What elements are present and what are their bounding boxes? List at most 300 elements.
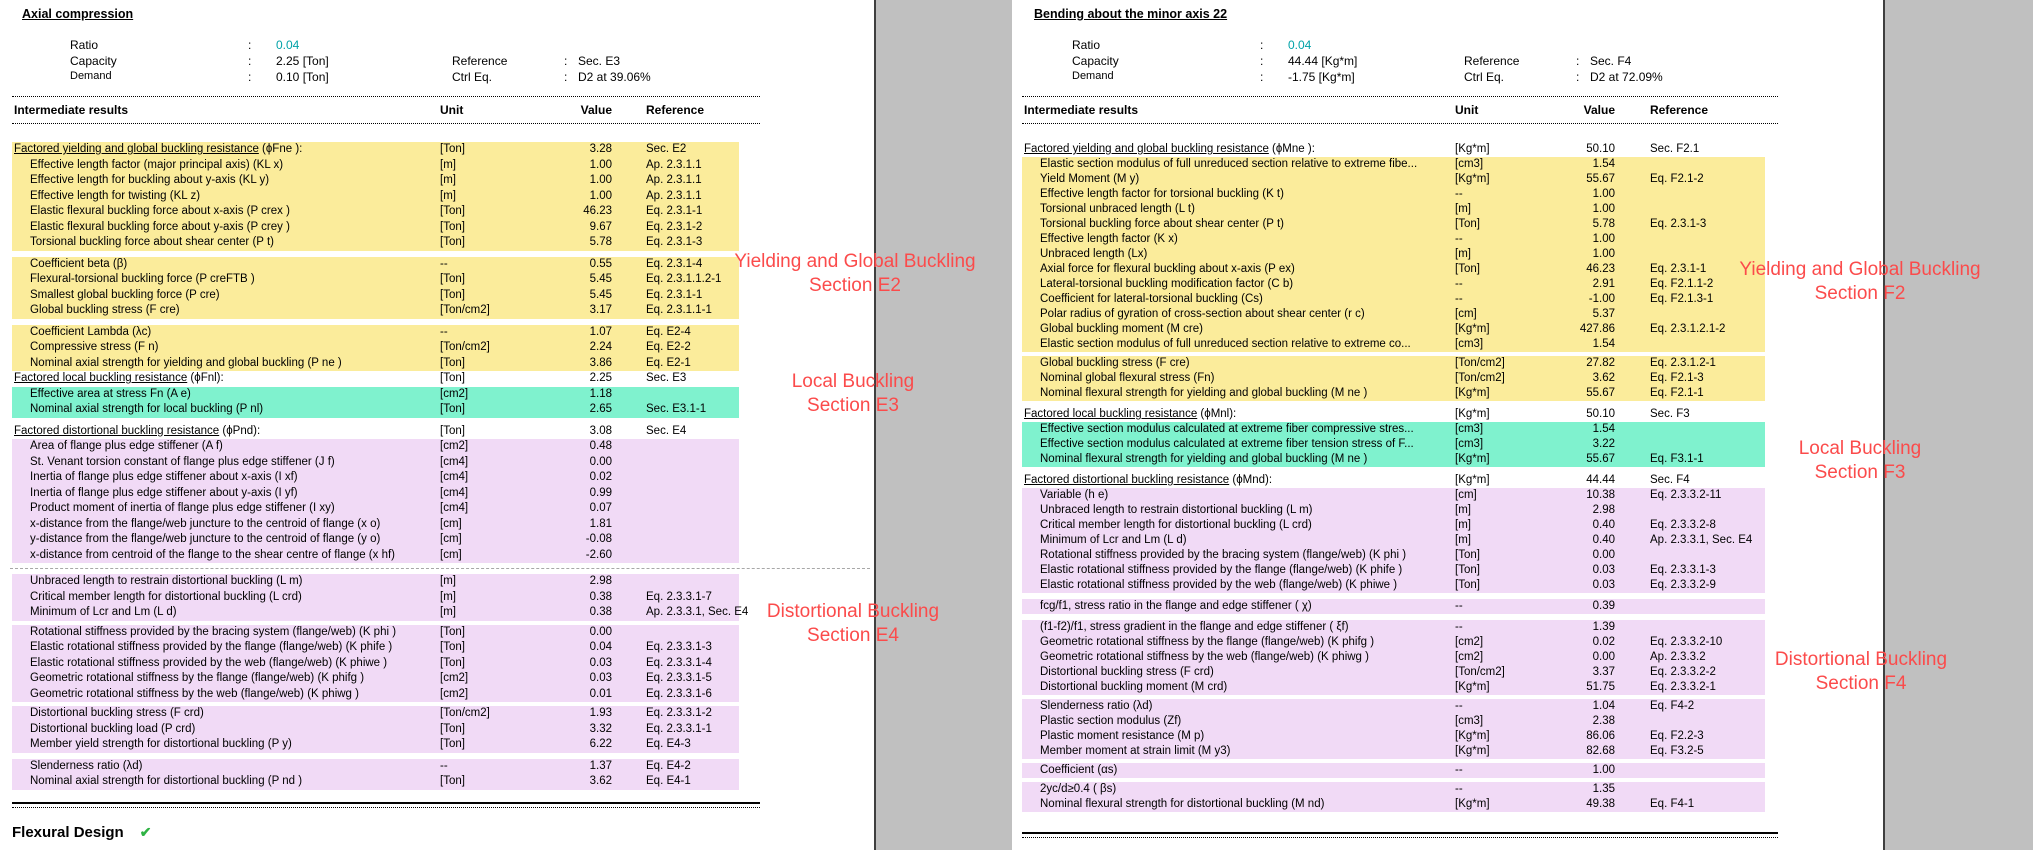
row-value: 3.22: [1592, 438, 1615, 450]
result-row: [1022, 635, 1765, 650]
row-label: Elastic rotational stiffness provided by the web (flange/web) (K phiwe ): [30, 656, 388, 669]
row-reference: Eq. E2-4: [646, 325, 691, 338]
row-label: Nominal flexural strength for yielding and global buckling (M ne ): [1040, 453, 1368, 465]
row-unit: [cm]: [1455, 489, 1477, 501]
row-reference: Sec. E3: [646, 372, 687, 384]
result-row: [12, 548, 739, 564]
row-unit: [Ton]: [1455, 218, 1480, 230]
row-value: 3.08: [589, 424, 612, 437]
table-body: [1022, 124, 1778, 812]
row-unit: [m]: [1455, 203, 1471, 215]
row-unit: --: [1455, 621, 1463, 633]
row-label: (f1-f2)/f1, stress gradient in the flange and edge stiffener ( ξf): [1040, 621, 1349, 633]
row-value: 50.10: [1586, 408, 1615, 420]
row-label: x-distance from centroid of the flange to the shear centre of flange (x hf): [30, 548, 396, 561]
row-value: 2.65: [589, 403, 612, 415]
table-bottom-dotted-rule: [12, 807, 760, 808]
colon: :: [248, 38, 252, 52]
row-value: 1.37: [589, 759, 612, 772]
row-label: Effective length factor (major principal axis) (KL x): [30, 158, 284, 171]
row-label: Geometric rotational stiffness by the web (flange/web) (K phiwg ): [1040, 651, 1369, 663]
row-label: Product moment of inertia of flange plus edge stiffener (I xy): [30, 502, 335, 514]
row-unit: [m]: [440, 606, 456, 618]
row-value: 6.22: [589, 738, 612, 750]
row-value: 51.75: [1586, 681, 1615, 693]
row-value: 46.23: [1586, 263, 1615, 275]
row-unit: [cm2]: [440, 672, 469, 684]
row-label-symbol: (ϕFnl):: [187, 372, 224, 384]
row-label: Coefficient beta (β): [30, 257, 128, 270]
row-label: fcg/f1, stress ratio in the flange and edge stiffener ( χ): [1040, 600, 1312, 612]
row-reference: Eq. F3.2-5: [1650, 745, 1704, 757]
row-label-symbol: (ϕFne ):: [258, 143, 303, 155]
row-value: 44.44: [1586, 474, 1615, 486]
result-row: [12, 722, 739, 738]
row-value: 1.04: [1592, 700, 1615, 712]
result-row: [1022, 262, 1765, 277]
colon: :: [564, 54, 568, 68]
annotation-line2: Section E4: [807, 625, 899, 646]
demand-label: Demand: [70, 70, 112, 82]
col-unit: Unit: [1455, 103, 1479, 117]
result-row: [12, 257, 739, 273]
row-reference: Eq. F2.1.3-1: [1650, 293, 1714, 305]
row-label: Unbraced length to restrain distortional buckling (L m): [1040, 504, 1313, 516]
result-row: [1022, 337, 1765, 352]
row-value: 1.00: [1592, 248, 1615, 260]
row-label: Unbraced length (Lx): [1040, 248, 1148, 260]
row-label: Geometric rotational stiffness by the flange (flange/web) (K phifg ): [30, 672, 365, 684]
section-header-row: [1022, 142, 1765, 157]
row-reference: Eq. 2.3.1.2-1: [1650, 357, 1716, 369]
row-value: 0.00: [589, 455, 612, 468]
row-label: Torsional buckling force about shear center (P t): [1040, 218, 1284, 230]
row-unit: [Ton]: [1455, 549, 1480, 561]
result-row: [1022, 187, 1765, 202]
row-label-underlined: Factored yielding and global buckling resistance: [14, 143, 259, 155]
row-unit: [Ton]: [440, 641, 465, 653]
row-label: Flexural-torsional buckling force (P creFTB ): [30, 273, 255, 285]
row-value: 0.04: [589, 641, 612, 653]
row-label: Effective section modulus calculated at extreme fiber compressive stres...: [1040, 423, 1414, 435]
row-label: Critical member length for distortional buckling (L crd): [30, 590, 302, 603]
row-unit: [m]: [440, 158, 456, 171]
row-label: y-distance from the flange/web juncture to the centroid of flange (y o): [30, 533, 381, 545]
result-row: [1022, 797, 1765, 812]
row-unit: [Ton]: [440, 722, 465, 735]
row-value: 5.78: [1592, 218, 1615, 230]
row-value: 1.00: [589, 189, 612, 202]
result-row: [1022, 386, 1765, 401]
row-reference: Eq. 2.3.3.1-1: [646, 722, 712, 735]
row-label: Nominal axial strength for yielding and global buckling (P ne ): [30, 356, 342, 369]
row-label: Rotational stiffness provided by the bracing system (flange/web) (K phi ): [30, 625, 397, 638]
row-label: Lateral-torsional buckling modification factor (C b): [1040, 278, 1294, 290]
row-unit: [m]: [1455, 534, 1471, 546]
row-label-symbol: (ϕPnd):: [219, 424, 261, 437]
row-reference: Eq. 2.3.3.1-2: [646, 707, 712, 719]
row-label: Member moment at strain limit (M y3): [1040, 745, 1231, 757]
row-label: Distortional buckling load (P crd): [30, 722, 196, 735]
row-label-underlined: Factored distortional buckling resistance: [14, 424, 220, 437]
result-row: [12, 517, 739, 533]
ctrl-eq-value: D2 at 72.09%: [1590, 70, 1663, 84]
section-header-row: [12, 424, 739, 440]
row-value: 0.02: [1592, 636, 1615, 648]
row-value: 5.37: [1592, 308, 1615, 320]
result-row: [1022, 452, 1765, 467]
flexural-design-label: Flexural Design: [12, 823, 124, 841]
result-row: [1022, 578, 1765, 593]
row-reference: Sec. E4: [646, 424, 687, 437]
row-unit: [cm4]: [440, 486, 469, 499]
result-row: [12, 574, 739, 590]
row-value: 3.62: [1592, 372, 1615, 384]
row-reference: Sec. E2: [646, 143, 687, 155]
row-reference: Ap. 2.3.3.1, Sec. E4: [1650, 534, 1753, 546]
row-unit: [Ton/cm2]: [440, 304, 490, 316]
row-unit: [cm3]: [1455, 338, 1484, 350]
row-value: 1.07: [589, 325, 612, 338]
row-label: Distortional buckling stress (F crd): [30, 707, 204, 719]
result-row: [12, 235, 739, 251]
row-unit: [Ton]: [440, 356, 465, 369]
row-reference: Eq. E4-3: [646, 738, 691, 750]
row-unit: --: [440, 759, 448, 772]
row-reference: Eq. 2.3.3.1-7: [646, 590, 712, 603]
row-unit: [m]: [440, 174, 456, 186]
row-unit: [Ton]: [440, 656, 465, 669]
row-unit: [Ton]: [440, 236, 465, 248]
row-reference: Eq. 2.3.3.2-2: [1650, 666, 1716, 678]
row-unit: [Ton]: [440, 372, 465, 384]
row-value: 3.37: [1592, 666, 1615, 678]
row-reference: Eq. E4-2: [646, 759, 691, 772]
table-bottom-rule: [1022, 832, 1778, 834]
row-unit: [Ton]: [1455, 564, 1480, 576]
row-unit: [cm2]: [1455, 636, 1484, 648]
row-value: 1.54: [1592, 423, 1615, 435]
row-unit: --: [1455, 188, 1463, 200]
row-value: 1.00: [589, 174, 612, 186]
row-reference: Eq. 2.3.1-1: [1650, 263, 1707, 275]
row-label: Torsional unbraced length (L t): [1040, 203, 1195, 215]
row-unit: [cm3]: [1455, 423, 1484, 435]
row-label: Global buckling moment (M cre): [1040, 323, 1203, 335]
row-reference: Eq. 2.3.3.2-9: [1650, 579, 1716, 591]
row-label: Plastic section modulus (Zf): [1040, 715, 1182, 727]
capacity-label: Capacity: [70, 54, 117, 68]
row-label: Coefficient Lambda (λc): [30, 325, 152, 338]
row-unit: [Ton]: [1455, 579, 1480, 591]
colon: :: [1576, 70, 1580, 84]
row-reference: Eq. F2.2-3: [1650, 730, 1704, 742]
row-unit: [cm4]: [440, 455, 469, 468]
demand-label: Demand: [1072, 70, 1114, 82]
result-row: [1022, 488, 1765, 503]
row-value: 49.38: [1586, 798, 1615, 810]
row-unit: [Kg*m]: [1455, 798, 1490, 810]
result-row: [12, 774, 739, 790]
row-unit: [Kg*m]: [1455, 745, 1490, 757]
row-unit: [m]: [1455, 504, 1471, 516]
demand-value: 0.10 [Ton]: [276, 70, 329, 84]
row-label: Coefficient for lateral-torsional buckling (Cs): [1040, 293, 1263, 305]
row-label: Geometric rotational stiffness by the web (flange/web) (K phiwg ): [30, 687, 359, 700]
annotation-line1: Distortional Buckling: [766, 601, 940, 622]
row-value: 3.86: [589, 356, 612, 369]
result-row: [12, 173, 739, 189]
row-reference: Eq. F3.1-1: [1650, 453, 1704, 465]
row-unit: [m]: [440, 575, 456, 587]
row-unit: [Kg*m]: [1455, 143, 1490, 155]
col-reference: Reference: [646, 103, 705, 117]
row-unit: [m]: [1455, 519, 1471, 531]
row-unit: [Ton/cm2]: [1455, 666, 1505, 678]
row-unit: [Kg*m]: [1455, 730, 1490, 742]
row-unit: --: [1455, 600, 1463, 612]
axial-compression-page: [0, 0, 874, 850]
row-label: Elastic section modulus of full unreduced section relative to extreme fibe...: [1040, 158, 1418, 170]
row-unit: [Kg*m]: [1455, 323, 1490, 335]
capacity-value: 44.44 [Kg*m]: [1288, 54, 1358, 68]
row-unit: [Ton/cm2]: [440, 341, 490, 353]
row-label: St. Venant torsion constant of flange plus edge stiffener (J f): [30, 455, 335, 468]
row-unit: [cm4]: [440, 471, 469, 483]
row-value: 5.45: [589, 273, 612, 285]
row-unit: [Kg*m]: [1455, 681, 1490, 693]
row-value: 5.45: [589, 288, 612, 301]
row-value: 0.00: [1592, 549, 1615, 561]
row-value: 0.03: [1592, 579, 1615, 591]
row-reference: Ap. 2.3.1.1: [646, 174, 702, 186]
row-label: Nominal global flexural stress (Fn): [1040, 372, 1215, 384]
result-row: [1022, 599, 1765, 614]
result-row: [12, 387, 739, 403]
row-label-underlined: Factored local buckling resistance: [1024, 408, 1198, 420]
row-reference: Eq. 2.3.1-3: [646, 236, 703, 248]
row-label: Unbraced length to restrain distortional buckling (L m): [30, 575, 303, 587]
colon: :: [1260, 38, 1264, 52]
row-unit: [cm3]: [1455, 438, 1484, 450]
result-row: [12, 402, 739, 418]
row-reference: Ap. 2.3.1.1: [646, 189, 702, 202]
result-row: [1022, 217, 1765, 232]
row-value: 0.38: [589, 606, 612, 618]
row-label: Yield Moment (M y): [1040, 173, 1140, 185]
row-label: Global buckling stress (F cre): [30, 304, 180, 316]
row-value: 2.25: [589, 372, 612, 384]
result-row: [1022, 533, 1765, 548]
row-value: 0.99: [589, 486, 612, 499]
demand-value: -1.75 [Kg*m]: [1288, 70, 1355, 84]
col-unit: Unit: [440, 103, 464, 117]
page-gutter-right: [1883, 0, 2033, 850]
annotation-e3: [792, 370, 915, 418]
row-label: Global buckling stress (F cre): [1040, 357, 1190, 369]
result-row: [12, 189, 739, 205]
row-unit: [Ton]: [1455, 263, 1480, 275]
row-unit: --: [1455, 783, 1463, 795]
row-reference: Eq. F4-1: [1650, 798, 1695, 810]
row-reference: Eq. 2.3.1-3: [1650, 218, 1707, 230]
ctrl-eq-label: Ctrl Eq.: [452, 70, 493, 84]
col-reference: Reference: [1650, 103, 1709, 117]
col-value: Value: [1583, 103, 1615, 117]
row-value: 0.40: [1592, 534, 1615, 546]
section-header-row: [12, 371, 739, 387]
row-value: 0.00: [589, 625, 612, 638]
row-value: 2.91: [1592, 278, 1615, 290]
row-label: [14, 142, 302, 158]
row-label: Effective length for twisting (KL z): [30, 189, 201, 202]
row-value: 82.68: [1586, 745, 1615, 757]
row-reference: Eq. 2.3.1-1: [646, 205, 703, 217]
row-value: 0.01: [589, 687, 612, 700]
table-bottom-rule: [12, 802, 760, 804]
row-value: -1.00: [1588, 293, 1615, 305]
row-reference: Eq. F2.1-3: [1650, 372, 1704, 384]
row-unit: [Ton/cm2]: [1455, 357, 1505, 369]
colon: :: [1260, 70, 1264, 84]
row-reference: Eq. 2.3.1-2: [646, 220, 703, 233]
result-row: [12, 325, 739, 341]
row-value: 1.35: [1592, 783, 1615, 795]
row-label: Elastic flexural buckling force about x-axis (P crex ): [30, 205, 290, 217]
result-row: [1022, 680, 1765, 695]
result-row: [12, 501, 739, 517]
row-unit: --: [440, 325, 448, 338]
section-header-row: [12, 142, 739, 158]
result-row: [12, 340, 739, 356]
minor-axis-bending-page: [1012, 0, 1883, 850]
row-unit: [Kg*m]: [1455, 387, 1490, 399]
row-label: Critical member length for distortional buckling (L crd): [1040, 519, 1312, 531]
row-reference: Eq. 2.3.1.1.2-1: [646, 273, 722, 285]
row-label: [1024, 473, 1272, 488]
reference-label: Reference: [1464, 54, 1520, 68]
row-unit: [cm]: [440, 548, 462, 561]
annotation-line2: Section F2: [1814, 283, 1906, 304]
row-reference: Eq. 2.3.3.2-10: [1650, 636, 1723, 648]
row-unit: [cm3]: [1455, 715, 1484, 727]
row-reference: Ap. 2.3.3.1, Sec. E4: [646, 606, 749, 618]
row-value: 1.00: [1592, 764, 1615, 776]
col-intermediate-results: Intermediate results: [14, 103, 129, 117]
row-unit: [m]: [1455, 248, 1471, 260]
row-value: 1.00: [1592, 233, 1615, 245]
result-row: [12, 671, 739, 687]
result-row: [12, 737, 739, 753]
row-value: 0.48: [589, 440, 612, 452]
row-reference: Eq. F2.1-1: [1650, 387, 1704, 399]
table-header-row: [12, 96, 760, 124]
page-title: Axial compression: [22, 7, 134, 21]
row-label: Nominal axial strength for distortional buckling (P nd ): [30, 775, 303, 787]
result-row: [1022, 232, 1765, 247]
row-value: -0.08: [585, 533, 612, 545]
row-unit: [Kg*m]: [1455, 173, 1490, 185]
result-row: [12, 687, 739, 703]
result-row: [1022, 729, 1765, 744]
row-unit: [cm]: [440, 517, 462, 530]
annotation-e2: [734, 250, 975, 298]
result-row: [12, 455, 739, 471]
result-row: [1022, 172, 1765, 187]
row-value: 55.67: [1586, 387, 1615, 399]
row-label: Plastic moment resistance (M p): [1040, 730, 1205, 742]
row-unit: [Ton]: [440, 205, 465, 217]
row-unit: [cm2]: [440, 687, 469, 700]
row-reference: Eq. 2.3.3.2-11: [1650, 489, 1722, 501]
row-value: 10.38: [1586, 489, 1615, 501]
row-label: Inertia of flange plus edge stiffener about x-axis (I xf): [30, 471, 298, 483]
result-row: [1022, 437, 1765, 452]
row-label: [1024, 142, 1315, 157]
row-value: 1.18: [589, 387, 612, 400]
row-label: Variable (h e): [1040, 489, 1109, 501]
row-value: 0.07: [589, 502, 612, 514]
row-label: Compressive stress (F n): [30, 341, 159, 353]
row-label: Inertia of flange plus edge stiffener about y-axis (I yf): [30, 486, 298, 499]
row-unit: [cm4]: [440, 502, 469, 514]
row-label: Nominal flexural strength for yielding and global buckling (M ne ): [1040, 387, 1368, 399]
result-row: [12, 220, 739, 236]
row-unit: [m]: [440, 590, 456, 603]
row-unit: [Ton]: [440, 288, 465, 301]
annotation-line1: Yielding and Global Buckling: [1739, 259, 1981, 280]
row-unit: [cm2]: [440, 387, 469, 400]
intermediate-results-table: [1022, 96, 1778, 838]
row-reference: Eq. 2.3.3.2-8: [1650, 519, 1716, 531]
row-label: 2yc/d≥0.4 ( βs): [1040, 783, 1117, 795]
ctrl-eq-label: Ctrl Eq.: [1464, 70, 1505, 84]
row-reference: Sec. F3: [1650, 408, 1690, 420]
result-row: [1022, 371, 1765, 386]
row-unit: [Ton]: [440, 424, 465, 437]
row-value: 2.38: [1592, 715, 1615, 727]
row-value: 1.00: [589, 158, 612, 171]
row-label-symbol: (ϕMnl):: [1197, 408, 1237, 420]
row-unit: [Kg*m]: [1455, 474, 1490, 486]
row-value: 9.67: [589, 220, 612, 233]
result-row: [12, 272, 739, 288]
row-reference: Eq. F2.1-2: [1650, 173, 1704, 185]
result-row: [1022, 247, 1765, 262]
annotation-line2: Section F3: [1814, 462, 1906, 483]
row-label-underlined: Factored yielding and global buckling resistance: [1024, 143, 1269, 155]
row-unit: [m]: [440, 189, 456, 202]
row-reference: Eq. E2-1: [646, 356, 691, 369]
annotation-line1: Distortional Buckling: [1774, 649, 1948, 670]
row-unit: --: [1455, 700, 1463, 712]
result-row: [1022, 503, 1765, 518]
row-value: 55.67: [1586, 173, 1615, 185]
row-label: Distortional buckling stress (F crd): [1040, 666, 1214, 678]
row-label: Area of flange plus edge stiffener (A f): [30, 440, 223, 452]
row-label: Effective section modulus calculated at extreme fiber tension stress of F...: [1040, 438, 1414, 450]
row-value: 1.00: [1592, 188, 1615, 200]
row-unit: [Ton/cm2]: [440, 707, 490, 719]
row-value: 3.32: [589, 722, 612, 735]
row-label: Rotational stiffness provided by the bracing system (flange/web) (K phi ): [1040, 549, 1407, 561]
result-row: [12, 288, 739, 304]
row-value: 1.00: [1592, 203, 1615, 215]
section-header-row: [1022, 407, 1765, 422]
row-reference: Eq. 2.3.3.1-5: [646, 672, 712, 684]
flexural-design-heading: [12, 824, 760, 841]
result-row: [1022, 277, 1765, 292]
